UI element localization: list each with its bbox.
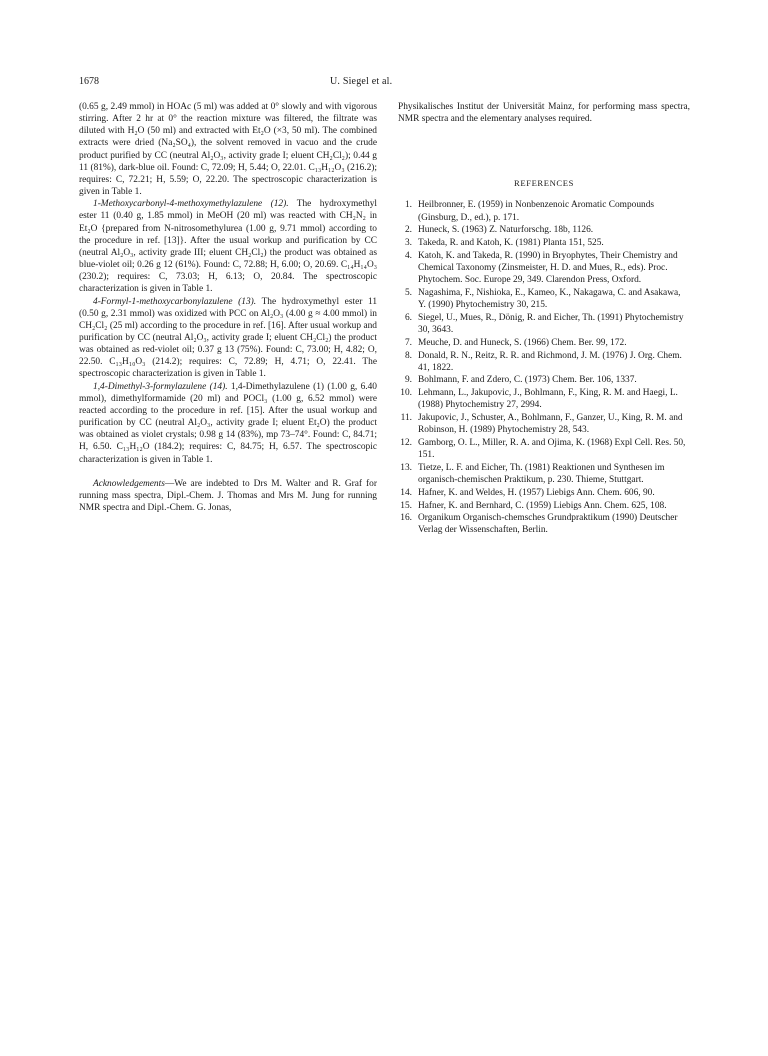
reference-text: Heilbronner, E. (1959) in Nonbenzenoic Aromatic Compounds (Ginsburg, D., ed.), p. 171. — [418, 200, 655, 223]
compound-14-heading: 1,4-Dimethyl-3-formylazulene (14). — [93, 381, 228, 392]
reference-text: Jakupovic, J., Schuster, A., Bohlmann, F., Ganzer, U., King, R. M. and Robinson, H. (1989) Phytochemistry 28, 543. — [418, 413, 683, 436]
reference-number: 2. — [404, 225, 412, 236]
reference-item — [398, 312, 690, 336]
reference-item — [398, 387, 690, 411]
reference-item — [398, 224, 690, 236]
paragraph-compound-11: (0.65 g, 2.49 mmol) in HOAc (5 ml) was added at 0° slowly and with vigorous stirring. After 2 hr at 0° the reaction mixture was filtered, the filtrate was diluted with H₂O (50 ml) and extracted with Et₂O (×3, 50 ml). The combined extracts were dried (Na₂SO₄), the solvent removed in vacuo and the crude product purified by CC (neutral Al₂O₃, activity grade I; eluent CH₂Cl₂); 0.44 g 11 (81%), dark-blue oil. Found: C, 72.09; H, 5.44; O, 22.01. C₁₃H₁₂O₃ (216.2); requires: C, 72.21; H, 5.59; O, 22.20. The spectroscopic characterization is given in Table 1. — [79, 102, 377, 198]
paragraph-compound-14 — [79, 381, 377, 466]
reference-item — [398, 250, 690, 286]
compound-14-text: 1,4-Dimethylazulene (1) (1.00 g, 6.40 mmol), dimethylformamide (20 ml) and POCl₃ (1.00 g, 6.52 mmol) were reacted according to the procedure in ref. [15]. After the usual workup and purification by CC (neutral Al₂O₃, activity grade I; eluent Et₂O) the product was obtained as violet crystals; 0.98 g 14 (83%), mp 73–74°. Found: C, 84.71; H, 6.50. C₁₃H₁₂O (184.2); requires: C, 84.75; H, 6.57. The spectroscopic characterization is given in Table 1. — [79, 381, 377, 465]
reference-item — [398, 199, 690, 223]
reference-text: Huneck, S. (1963) Z. Naturforschg. 18b, 1126. — [418, 225, 594, 236]
reference-number: 5. — [404, 287, 412, 298]
reference-text: Meuche, D. and Huneck, S. (1966) Chem. Ber. 99, 172. — [418, 337, 627, 348]
right-column — [398, 101, 690, 537]
reference-number: 6. — [404, 312, 412, 323]
references-heading: REFERENCES — [514, 178, 574, 189]
acknowledgements — [79, 478, 377, 514]
reference-text: Siegel, U., Mues, R., Dönig, R. and Eicher, Th. (1991) Phytochemistry 30, 3643. — [418, 312, 684, 335]
reference-text: Gamborg, O. L., Miller, R. A. and Ojima, K. (1968) Expl Cell. Res. 50, 151. — [418, 437, 686, 461]
reference-text: Bohlmann, F. and Zdero, C. (1973) Chem. Ber. 106, 1337. — [418, 375, 637, 386]
compound-13-heading: 4-Formyl-1-methoxycarbonylazulene (13). — [93, 296, 257, 307]
left-column — [79, 101, 377, 514]
reference-number: 11. — [400, 413, 412, 424]
reference-number: 4. — [404, 250, 412, 261]
paragraph-compound-13 — [79, 296, 377, 381]
compound-13-text: The hydroxymethyl ester 11 (0.50 g, 2.31 mmol) was oxidized with PCC on Al₂O₃ (4.00 g ≈ 4.00 mmol) in CH₂Cl₂ (25 ml) according to the procedure in ref. [16]. After usual workup and purification by CC (neutral Al₂O₃, activity grade I; eluent CH₂Cl₂) the product was obtained as red-violet oil; 0.37 g 13 (75%). Found: C, 73.00; H, 4.82; O, 22.50. C₁₃H₁₀O₃ (214.2); requires: C, 72.89; H, 4.71; O, 22.41. The spectroscopic characterization is given in Table 1. — [79, 296, 378, 380]
reference-number: 13. — [400, 462, 412, 473]
acknowledgements-heading: Acknowledgements — [93, 478, 165, 489]
reference-item — [398, 462, 690, 486]
reference-item — [398, 487, 690, 499]
compound-12-text: The hydroxymethyl ester 11 (0.40 g, 1.85 mmol) in MeOH (20 ml) was reacted with CH₂N₂ in Et₂O {prepared from N-nitrosomethylurea (1.00 g, 9.71 mmol) according to the procedure in ref. [13]}. After the usual workup and purification by CC (neutral Al₂O₃, activity grade III; eluent CH₂Cl₂) the product was obtained as blue-violet oil; 0.26 g 12 (61%). Found: C, 72.88; H, 6.00; O, 20.69. C₁₄H₁₄O₃ (230.2); requires: C, 73.03; H, 6.13; O, 20.84. The spectroscopic characterization is given in Table 1. — [79, 199, 377, 295]
reference-text: Donald, R. N., Reitz, R. R. and Richmond, J. M. (1976) J. Org. Chem. 41, 1822. — [418, 350, 682, 373]
reference-text: Takeda, R. and Katoh, K. (1981) Planta 151, 525. — [418, 238, 604, 249]
reference-item — [398, 374, 690, 386]
reference-number: 14. — [400, 487, 412, 498]
reference-item — [398, 437, 690, 461]
reference-number: 1. — [404, 200, 412, 211]
acknowledgements-continued: Physikalisches Institut der Universität Mainz, for performing mass spectra, NMR spectra and the elementary analyses required. — [398, 102, 690, 125]
reference-item — [398, 350, 690, 374]
reference-text: Lehmann, L., Jakupovic, J., Bohlmann, F., King, R. M. and Haegi, L. (1988) Phytochemistry 27, 2994. — [418, 388, 678, 411]
compound-12-heading: 1-Methoxycarbonyl-4-methoxymethylazulene (12). — [93, 199, 289, 210]
reference-number: 15. — [400, 500, 412, 511]
reference-text: Nagashima, F., Nishioka, E., Kameo, K., Nakagawa, C. and Asakawa, Y. (1990) Phytochemistry 30, 215. — [418, 287, 681, 311]
reference-text: Hafner, K. and Bernhard, C. (1959) Liebigs Ann. Chem. 625, 108. — [418, 500, 667, 511]
paragraph-compound-12 — [79, 198, 377, 295]
reference-text: Organikum Organisch-chemsches Grundpraktikum (1990) Deutscher Verlag der Wissenschaften, Berlin. — [418, 513, 678, 536]
reference-item — [398, 337, 690, 349]
reference-text: Tietze, L. F. and Eicher, Th. (1981) Reaktionen und Synthesen im organisch-chemischen Praktikum, p. 230. Thieme, Stuttgart. — [418, 462, 665, 486]
reference-text: Hafner, K. and Weldes, H. (1957) Liebigs Ann. Chem. 606, 90. — [418, 487, 655, 498]
reference-number: 10. — [400, 388, 412, 399]
reference-item — [398, 500, 690, 512]
running-head: U. Siegel et al. — [330, 76, 393, 87]
page-number: 1678 — [79, 76, 99, 87]
reference-number: 12. — [400, 437, 412, 448]
reference-number: 3. — [404, 238, 412, 249]
reference-number: 16. — [400, 513, 412, 524]
reference-item — [398, 512, 690, 536]
reference-text: Katoh, K. and Takeda, R. (1990) in Bryophytes, Their Chemistry and Chemical Taxonomy (Zinsmeister, H. D. and Mues, R., eds). Proc. Phytochem. Soc. Europe 29, 349. Clarendon Press, Oxford. — [418, 250, 678, 286]
reference-number: 8. — [404, 350, 412, 361]
reference-number: 7. — [404, 337, 412, 348]
reference-item — [398, 237, 690, 249]
reference-item — [398, 412, 690, 436]
reference-number: 9. — [404, 375, 412, 386]
reference-item — [398, 287, 690, 311]
references-list — [398, 199, 690, 536]
acknowledgements-text: —We are indebted to Drs M. Walter and R. Graf for running mass spectra, Dipl.-Chem. J. Thomas and Mrs M. Jung for running NMR spectra and Dipl.-Chem. G. Jonas, — [79, 478, 377, 513]
